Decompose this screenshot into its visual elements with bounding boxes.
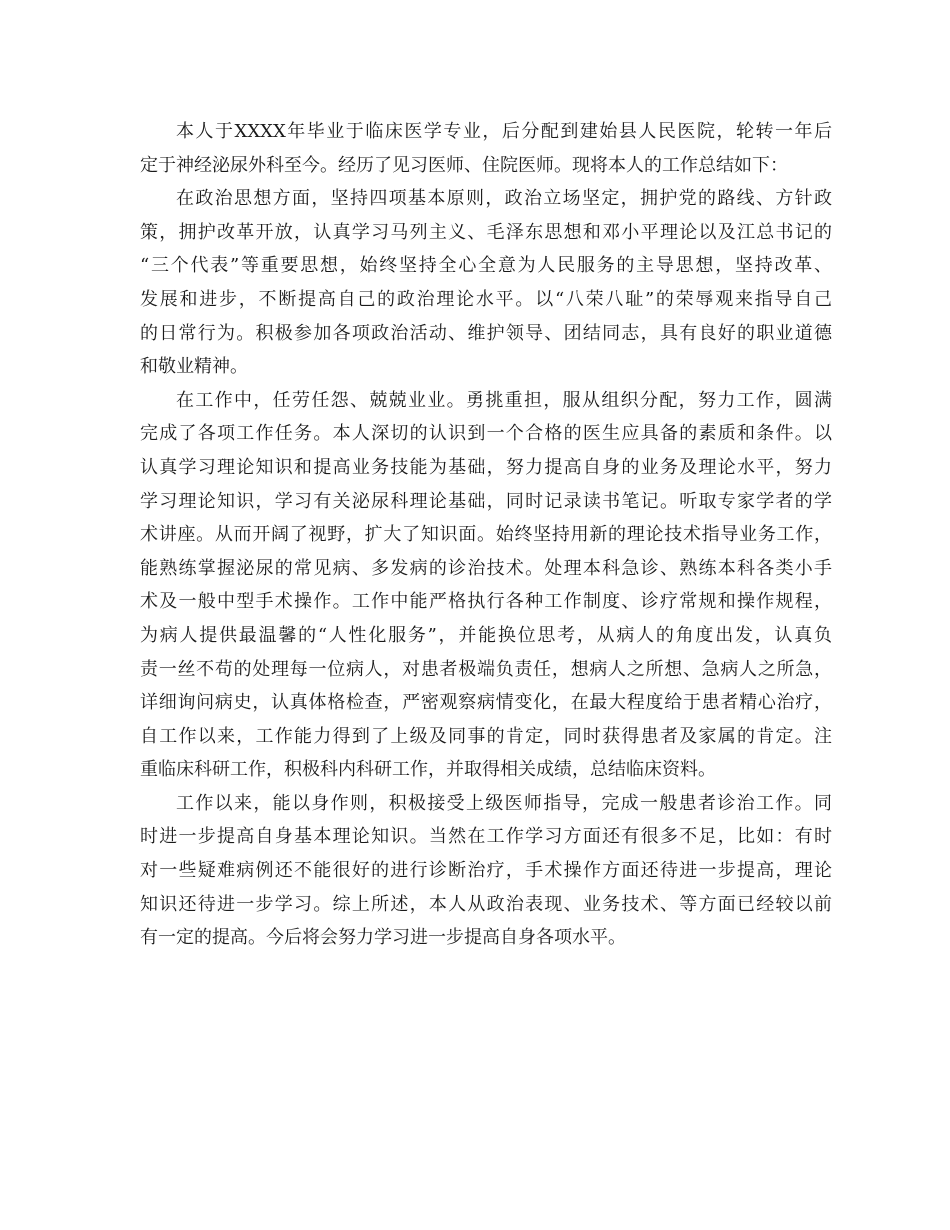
text-line: 发展和进步，不断提高自己的政治理论水平。以“八荣八耻”的荣辱观来指导自己 [140,288,832,310]
paragraph-graduation [140,115,832,182]
text-line: 在工作中，任劳任怨、兢兢业业。勇挑重担，服从组织分配，努力工作，圆满 [176,389,832,411]
paragraph-political-thought [140,182,832,384]
text-line: 能熟练掌握泌尿的常见病、多发病的诊治技术。处理本科急诊、熟练本科各类小手 [140,557,832,579]
text-line: “三个代表”等重要思想，始终坚持全心全意为人民服务的主导思想，坚持改革、 [140,255,832,277]
text-line: 知识还待进一步学习。综上所述，本人从政治表现、业务技术、等方面已经较以前 [140,893,832,915]
text-line: 责一丝不苟的处理每一位病人，对患者极端负责任，想病人之所想、急病人之所急， [140,658,832,680]
text-line: 的日常行为。积极参加各项政治活动、维护领导、团结同志，具有良好的职业道德 [140,322,832,344]
text-line: 时进一步提高自身基本理论知识。当然在工作学习方面还有很多不足，比如：有时 [140,826,832,848]
text-line: 重临床科研工作，积极科内科研工作，并取得相关成绩，总结临床资料。 [140,759,716,781]
text-line: 有一定的提高。今后将会努力学习进一步提高自身各项水平。 [140,927,626,949]
text-line: 为病人提供最温馨的“人性化服务”，并能换位思考，从病人的角度出发，认真负 [140,624,832,646]
text-line: 工作以来，能以身作则，积极接受上级医师指导，完成一般患者诊治工作。同 [176,792,832,814]
text-line: 详细询问病史，认真体格检查，严密观察病情变化，在最大程度给于患者精心治疗， [140,692,832,714]
text-line: 自工作以来，工作能力得到了上级及同事的肯定，同时获得患者及家属的肯定。注 [140,725,832,747]
text-line: 完成了各项工作任务。本人深切的认识到一个合格的医生应具备的素质和条件。以 [140,423,832,445]
paragraph-self-assessment [140,787,832,955]
text-line: 学习理论知识，学习有关泌尿科理论基础，同时记录读书笔记。听取专家学者的学 [140,490,832,512]
text-line: 和敬业精神。 [140,356,248,378]
text-line: 对一些疑难病例还不能很好的进行诊断治疗，手术操作方面还待进一步提高，理论 [140,860,832,882]
paragraph-work-performance [140,384,832,787]
text-line: 术及一般中型手术操作。工作中能严格执行各种工作制度、诊疗常规和操作规程， [140,591,832,613]
text-line: 策，拥护改革开放，认真学习马列主义、毛泽东思想和邓小平理论以及江总书记的 [140,221,832,243]
document-body [140,115,832,955]
text-line: 术讲座。从而开阔了视野，扩大了知识面。始终坚持用新的理论技术指导业务工作， [140,524,832,546]
text-line: 在政治思想方面，坚持四项基本原则，政治立场坚定，拥护党的路线、方针政 [176,188,832,210]
text-line: 定于神经泌尿外科至今。经历了见习医师、住院医师。现将本人的工作总结如下： [140,154,788,176]
text-line: 本人于XXXX年毕业于临床医学专业，后分配到建始县人民医院，轮转一年后 [176,121,832,142]
text-line: 认真学习理论知识和提高业务技能为基础，努力提高自身的业务及理论水平，努力 [140,456,832,478]
